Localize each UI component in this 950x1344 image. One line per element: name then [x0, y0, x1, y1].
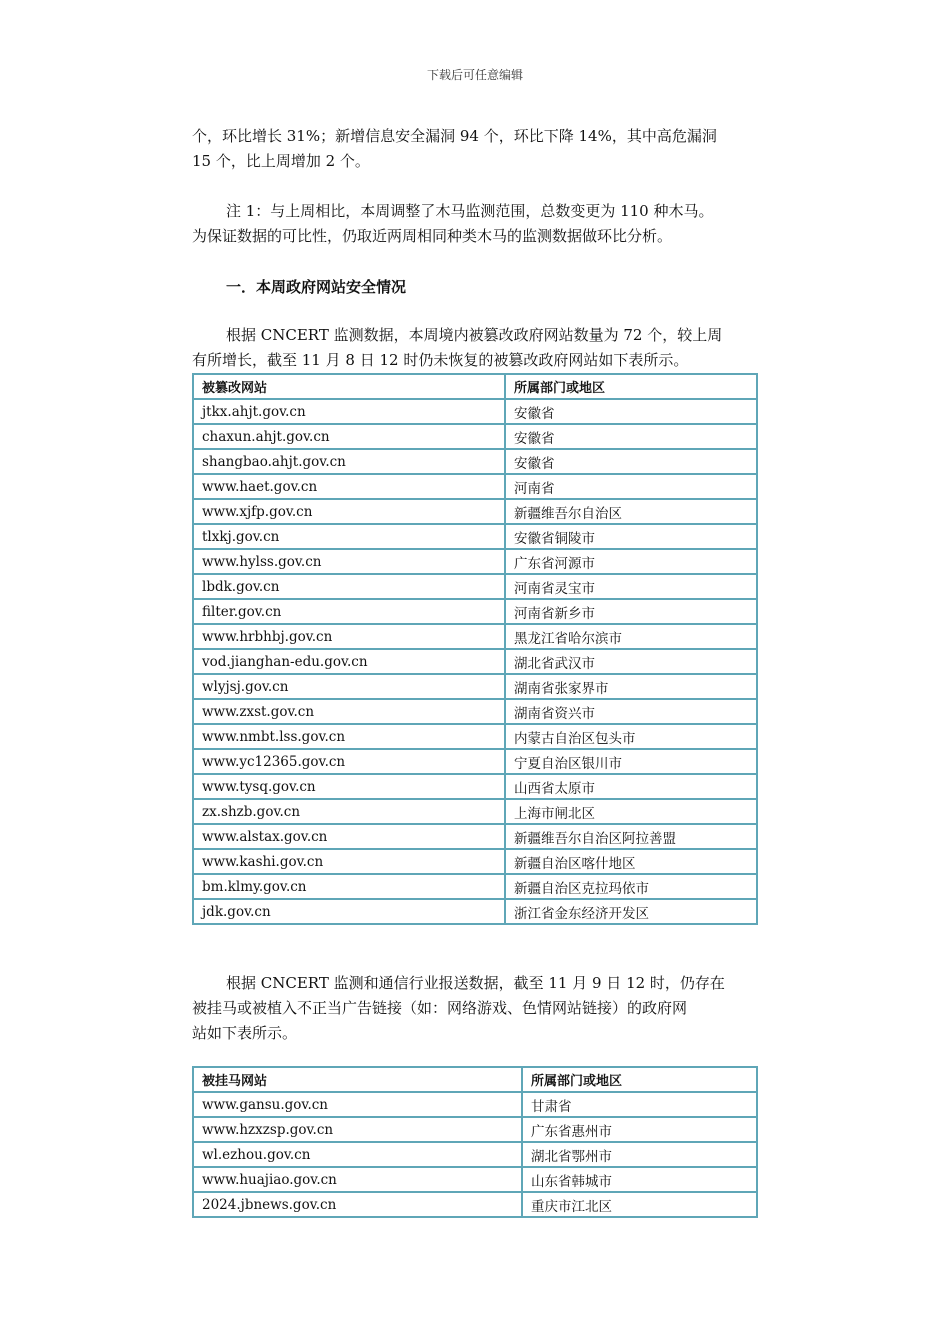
section-heading: 一．本周政府网站安全情况: [226, 278, 407, 296]
paragraph-line: 有所增长，截至 11 月 8 日 12 时仍未恢复的被篡改政府网站如下表所示。: [192, 351, 689, 369]
site-cell: www.haet.gov.cn: [193, 474, 505, 499]
site-cell: lbdk.gov.cn: [193, 574, 505, 599]
table-body: [193, 1092, 757, 1217]
region-cell: 山西省太原市: [505, 774, 757, 799]
site-cell: www.huajiao.gov.cn: [193, 1167, 522, 1192]
table-row: [193, 424, 757, 449]
site-cell: www.alstax.gov.cn: [193, 824, 505, 849]
table-row: [193, 674, 757, 699]
region-cell: 安徽省铜陵市: [505, 524, 757, 549]
site-cell: wl.ezhou.gov.cn: [193, 1142, 522, 1167]
region-cell: 新疆自治区克拉玛依市: [505, 874, 757, 899]
site-cell: www.hzxzsp.gov.cn: [193, 1117, 522, 1142]
region-cell: 河南省: [505, 474, 757, 499]
note-paragraph: [192, 199, 758, 249]
site-cell: chaxun.ahjt.gov.cn: [193, 424, 505, 449]
table-body: [193, 399, 757, 924]
column-header-site: 被篡改网站: [193, 374, 505, 399]
table-row: [193, 1167, 757, 1192]
table-row: [193, 799, 757, 824]
region-cell: 湖北省武汉市: [505, 649, 757, 674]
table-row: [193, 524, 757, 549]
region-cell: 安徽省: [505, 449, 757, 474]
region-cell: 河南省灵宝市: [505, 574, 757, 599]
site-cell: shangbao.ahjt.gov.cn: [193, 449, 505, 474]
region-cell: 重庆市江北区: [522, 1192, 757, 1217]
intro-line: 15 个，比上周增加 2 个。: [192, 152, 370, 170]
column-header-site: 被挂马网站: [193, 1067, 522, 1092]
site-cell: wlyjsj.gov.cn: [193, 674, 505, 699]
table-row: [193, 874, 757, 899]
intro-paragraph: [192, 124, 758, 174]
paragraph-line: 根据 CNCERT 监测数据，本周境内被篡改政府网站数量为 72 个，较上周: [226, 326, 723, 344]
table-row: [193, 774, 757, 799]
table-row: [193, 899, 757, 924]
region-cell: 湖南省张家界市: [505, 674, 757, 699]
region-cell: 新疆自治区喀什地区: [505, 849, 757, 874]
region-cell: 安徽省: [505, 399, 757, 424]
column-header-region: 所属部门或地区: [505, 374, 757, 399]
note-line: 为保证数据的可比性，仍取近两周相同种类木马的监测数据做环比分析。: [192, 227, 673, 245]
table-row: [193, 1142, 757, 1167]
table-row: [193, 399, 757, 424]
region-cell: 河南省新乡市: [505, 599, 757, 624]
region-cell: 湖南省资兴市: [505, 699, 757, 724]
table-row: [193, 724, 757, 749]
table-row: [193, 699, 757, 724]
trojan-intro-paragraph: [192, 971, 758, 1046]
table-row: [193, 1117, 757, 1142]
region-cell: 安徽省: [505, 424, 757, 449]
site-cell: www.tysq.gov.cn: [193, 774, 505, 799]
paragraph-line: 站如下表所示。: [192, 1024, 298, 1042]
region-cell: 广东省惠州市: [522, 1117, 757, 1142]
trojan-sites-table: [192, 1066, 758, 1218]
column-header-region: 所属部门或地区: [522, 1067, 757, 1092]
table-row: [193, 849, 757, 874]
region-cell: 上海市闸北区: [505, 799, 757, 824]
site-cell: vod.jianghan-edu.gov.cn: [193, 649, 505, 674]
table-header-row: [193, 374, 757, 399]
site-cell: www.xjfp.gov.cn: [193, 499, 505, 524]
site-cell: www.hylss.gov.cn: [193, 549, 505, 574]
table-row: [193, 449, 757, 474]
region-cell: 山东省韩城市: [522, 1167, 757, 1192]
page-header-note: 下载后可任意编辑: [426, 68, 523, 82]
table-row: [193, 624, 757, 649]
note-line: 注 1：与上周相比，本周调整了木马监测范围，总数变更为 110 种木马。: [226, 202, 714, 220]
region-cell: 宁夏自治区银川市: [505, 749, 757, 774]
table-row: [193, 599, 757, 624]
site-cell: www.yc12365.gov.cn: [193, 749, 505, 774]
table-row: [193, 574, 757, 599]
table-header-row: [193, 1067, 757, 1092]
tampered-intro-paragraph: [192, 323, 758, 373]
site-cell: www.kashi.gov.cn: [193, 849, 505, 874]
region-cell: 甘肃省: [522, 1092, 757, 1117]
region-cell: 广东省河源市: [505, 549, 757, 574]
intro-line: 个，环比增长 31%；新增信息安全漏洞 94 个，环比下降 14%，其中高危漏洞: [192, 127, 717, 145]
table-row: [193, 749, 757, 774]
table-row: [193, 649, 757, 674]
table-row: [193, 474, 757, 499]
region-cell: 新疆维吾尔自治区阿拉善盟: [505, 824, 757, 849]
region-cell: 内蒙古自治区包头市: [505, 724, 757, 749]
table-row: [193, 549, 757, 574]
site-cell: www.gansu.gov.cn: [193, 1092, 522, 1117]
table-row: [193, 1092, 757, 1117]
site-cell: bm.klmy.gov.cn: [193, 874, 505, 899]
site-cell: tlxkj.gov.cn: [193, 524, 505, 549]
region-cell: 湖北省鄂州市: [522, 1142, 757, 1167]
table-row: [193, 824, 757, 849]
table-row: [193, 499, 757, 524]
site-cell: 2024.jbnews.gov.cn: [193, 1192, 522, 1217]
site-cell: www.zxst.gov.cn: [193, 699, 505, 724]
site-cell: www.nmbt.lss.gov.cn: [193, 724, 505, 749]
region-cell: 新疆维吾尔自治区: [505, 499, 757, 524]
site-cell: jtkx.ahjt.gov.cn: [193, 399, 505, 424]
site-cell: jdk.gov.cn: [193, 899, 505, 924]
paragraph-line: 根据 CNCERT 监测和通信行业报送数据，截至 11 月 9 日 12 时，仍存在: [226, 974, 725, 992]
site-cell: filter.gov.cn: [193, 599, 505, 624]
site-cell: www.hrbhbj.gov.cn: [193, 624, 505, 649]
paragraph-line: 被挂马或被植入不正当广告链接（如：网络游戏、色情网站链接）的政府网: [192, 999, 688, 1017]
tampered-sites-table: [192, 373, 758, 925]
table-row: [193, 1192, 757, 1217]
region-cell: 浙江省金东经济开发区: [505, 899, 757, 924]
site-cell: zx.shzb.gov.cn: [193, 799, 505, 824]
region-cell: 黑龙江省哈尔滨市: [505, 624, 757, 649]
